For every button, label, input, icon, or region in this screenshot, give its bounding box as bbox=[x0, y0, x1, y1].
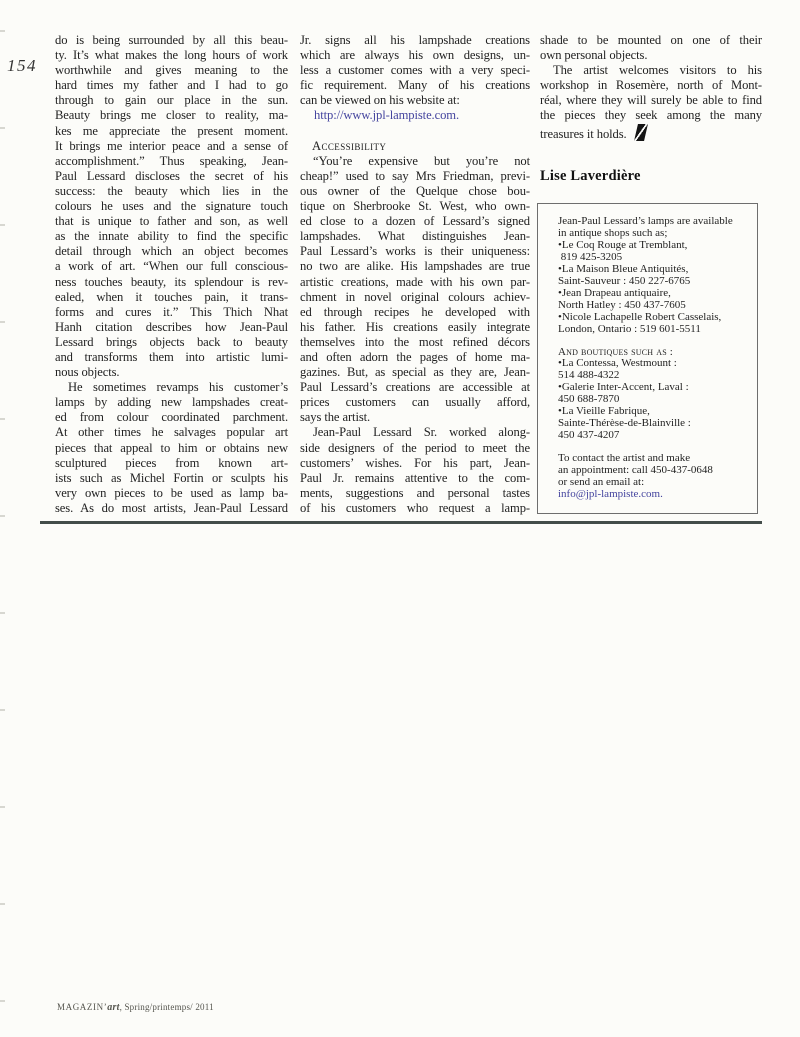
infobox-line: London, Ontario : 519 601-5511 bbox=[558, 322, 701, 335]
text-line: do is being surrounded by all this beau- bbox=[55, 33, 288, 47]
infobox-line: •Galerie Inter-Accent, Laval : bbox=[558, 381, 689, 394]
text-line: through to gain our place in the sun. bbox=[55, 93, 288, 108]
paragraph bbox=[300, 425, 530, 516]
text-line: ed from colour coordinated parchment. bbox=[55, 410, 288, 425]
infobox-line: 450 688-7870 bbox=[558, 393, 620, 406]
paragraph bbox=[540, 33, 762, 63]
infobox-line: To contact the artist and make bbox=[558, 452, 691, 465]
text-line: workshop in Rosemère, north of Mont- bbox=[540, 78, 762, 93]
text-line: Lessard brings objects back to beauty bbox=[55, 334, 288, 349]
text-line: lampshades. What distinguishes Jean- bbox=[300, 229, 530, 244]
text-line: Jr. signs all his lampshade creations bbox=[300, 33, 530, 47]
text-line: treasures it holds. bbox=[540, 126, 627, 141]
text-line: Beauty brings me closer to reality, ma- bbox=[55, 108, 288, 123]
text-line: detail through which an object becomes bbox=[55, 244, 288, 259]
infobox-spacer bbox=[558, 336, 749, 347]
magazine-name: MAGAZIN’ bbox=[57, 1002, 108, 1012]
infobox-line: or send an email at: bbox=[558, 476, 645, 489]
text-line: Hanh citation describes how Jean-Paul bbox=[55, 319, 288, 334]
infobox-line: Saint-Sauveur : 450 227-6765 bbox=[558, 274, 691, 287]
infobox-line: 514 488-4322 bbox=[558, 369, 620, 382]
text-line: ed through recipes he developed with bbox=[300, 304, 530, 319]
text-line: cheap!” used to say Mrs Friedman, previ- bbox=[300, 168, 530, 183]
page-number: 154 bbox=[7, 56, 37, 75]
text-line: no two are alike. His lampshades are true bbox=[300, 259, 530, 274]
section-heading: Accessibility bbox=[312, 138, 387, 153]
text-line: themselves into the most refined décors bbox=[300, 334, 530, 349]
text-line: ments, suggestions and personal tastes bbox=[300, 485, 530, 500]
text-line: and often adorn the pages of home ma- bbox=[300, 349, 530, 364]
contact-infobox bbox=[537, 203, 758, 514]
infobox-line: •Le Coq Rouge at Tremblant, bbox=[558, 238, 688, 251]
text-line: ous owner of the Quelque chose bou- bbox=[300, 183, 530, 198]
text-line: forms and cures it.” This Thich Nhat bbox=[55, 304, 288, 319]
infobox-line: •Nicole Lachapelle Robert Casselais, bbox=[558, 310, 722, 323]
text-line: ses. As do most artists, Jean-Paul Lessard bbox=[55, 500, 288, 515]
text-line: “You’re expensive but you’re not bbox=[313, 153, 530, 168]
text-line: own personal objects. bbox=[540, 48, 648, 63]
author-byline: Lise Laverdière bbox=[540, 167, 641, 184]
text-line: kes me appreciate the present moment. bbox=[55, 123, 288, 138]
infobox-line: in antique shops such as; bbox=[558, 226, 668, 239]
paragraph bbox=[300, 154, 530, 426]
text-line: customers’ wishes. For his part, Jean- bbox=[300, 455, 530, 470]
text-line: of his customers who request a lamp- bbox=[300, 500, 530, 515]
infobox-line: •La Maison Bleue Antiquités, bbox=[558, 262, 689, 275]
article-end-mark-icon bbox=[634, 124, 648, 141]
article-column-1 bbox=[55, 33, 288, 516]
text-line: hard times my father and I had to go bbox=[55, 78, 288, 93]
paragraph bbox=[55, 380, 288, 516]
infobox-line: North Hatley : 450 437-7605 bbox=[558, 298, 686, 311]
text-line: Jean-Paul Lessard Sr. worked along- bbox=[313, 425, 530, 440]
text-line: less a customer comes with a very speci- bbox=[300, 63, 530, 78]
infobox-line: Jean-Paul Lessard’s lamps are available bbox=[558, 215, 733, 227]
text-line: Paul Jr. remains attentive to the com- bbox=[300, 470, 530, 485]
text-line: sculptured pieces from known art- bbox=[55, 455, 288, 470]
text-line: ed close to a dozen of Lessard’s signed bbox=[300, 214, 530, 229]
text-line: very own pieces to be used as lamp ba- bbox=[55, 485, 288, 500]
text-line: can be viewed on his website at: bbox=[300, 93, 460, 108]
text-line: colours he uses and the signature touch bbox=[55, 199, 288, 214]
text-line: He sometimes revamps his customer’s bbox=[68, 380, 288, 395]
text-line: that is unique to father and son, as well bbox=[55, 214, 288, 229]
paragraph bbox=[55, 33, 288, 380]
magazine-name-art: art bbox=[107, 1002, 120, 1013]
text-line: artistic creations, made with his own par- bbox=[300, 274, 530, 289]
text-line: It brings me interior peace and a sense of bbox=[55, 138, 288, 153]
email-link: info@jpl-lampiste.com. bbox=[558, 488, 663, 501]
text-line: lamps by adding new lampshades creat- bbox=[55, 395, 288, 410]
text-line: accomplishment.” Thus speaking, Jean- bbox=[55, 153, 288, 168]
text-line: shade to be mounted on one of their bbox=[540, 33, 762, 47]
text-line: says the artist. bbox=[300, 410, 371, 425]
page-footer bbox=[57, 1002, 214, 1013]
infobox-line: •La Vieille Fabrique, bbox=[558, 405, 650, 418]
infobox-line: Sainte-Thérèse-de-Blainville : bbox=[558, 417, 691, 430]
text-line: prices customers can usually afford, bbox=[300, 395, 530, 410]
paragraph bbox=[540, 63, 762, 123]
infobox-line: •Jean Drapeau antiquaire, bbox=[558, 286, 671, 299]
text-line: side designers of the period to meet the bbox=[300, 440, 530, 455]
text-line: ty. It’s what makes the long hours of work bbox=[55, 48, 288, 63]
text-line: the pieces they seek among the many bbox=[540, 108, 762, 123]
text-line: success: the beauty which lies in the bbox=[55, 183, 288, 198]
infobox-line: an appointment: call 450-437-0648 bbox=[558, 464, 713, 477]
text-line: The artist welcomes visitors to his bbox=[553, 63, 762, 78]
text-line: his father. His creations easily integrate bbox=[300, 319, 530, 334]
scan-edge-artifacts bbox=[0, 30, 5, 1020]
text-line: worthwhile and gives meaning to the bbox=[55, 63, 288, 78]
text-line: Paul Lessard discloses the secret of his bbox=[55, 168, 288, 183]
text-line: tique on Sherbrooke St. West, who own- bbox=[300, 199, 530, 214]
text-line: ealed, when it touches pain, it trans- bbox=[55, 289, 288, 304]
text-line: Paul Lessard’s works is their uniqueness: bbox=[300, 244, 530, 259]
text-line: réal, where they will surely be able to find bbox=[540, 93, 762, 108]
text-line: pieces that appeal to him or obtains new bbox=[55, 440, 288, 455]
article-end-line bbox=[540, 124, 762, 142]
text-line: chment in novel original colours achiev- bbox=[300, 289, 530, 304]
paragraph bbox=[300, 33, 530, 108]
infobox-line: •La Contessa, Westmount : bbox=[558, 357, 677, 370]
infobox-subheading: And boutiques such as : bbox=[558, 345, 674, 358]
text-line: which are always his own designs, un- bbox=[300, 48, 530, 63]
text-line: ness touches beauty, its splendour is rev- bbox=[55, 274, 288, 289]
text-line: a work of art. “When our full conscious- bbox=[55, 259, 288, 274]
text-line: ists such as Michel Fortin or sculpts his bbox=[55, 470, 288, 485]
text-line: fic requirement. Many of his creations bbox=[300, 78, 530, 93]
text-line: as the innate ability to find the specific bbox=[55, 229, 288, 244]
issue-label: , Spring/printemps/ 2011 bbox=[119, 1002, 214, 1012]
text-line: and transforms them into artistic lumi- bbox=[55, 349, 288, 364]
text-line: gazines. But, as special as they are, Jean- bbox=[300, 365, 530, 380]
website-link: http://www.jpl-lampiste.com. bbox=[314, 108, 460, 123]
text-line: nous objects. bbox=[55, 365, 120, 380]
text-line: At other times he salvages popular art bbox=[55, 425, 288, 440]
article-column-2 bbox=[300, 33, 530, 516]
infobox-line: 450 437-4207 bbox=[558, 429, 620, 442]
infobox-line: 819 425-3205 bbox=[558, 250, 623, 263]
text-line: Paul Lessard’s creations are accessible at bbox=[300, 380, 530, 395]
section-divider-rule bbox=[40, 521, 762, 524]
